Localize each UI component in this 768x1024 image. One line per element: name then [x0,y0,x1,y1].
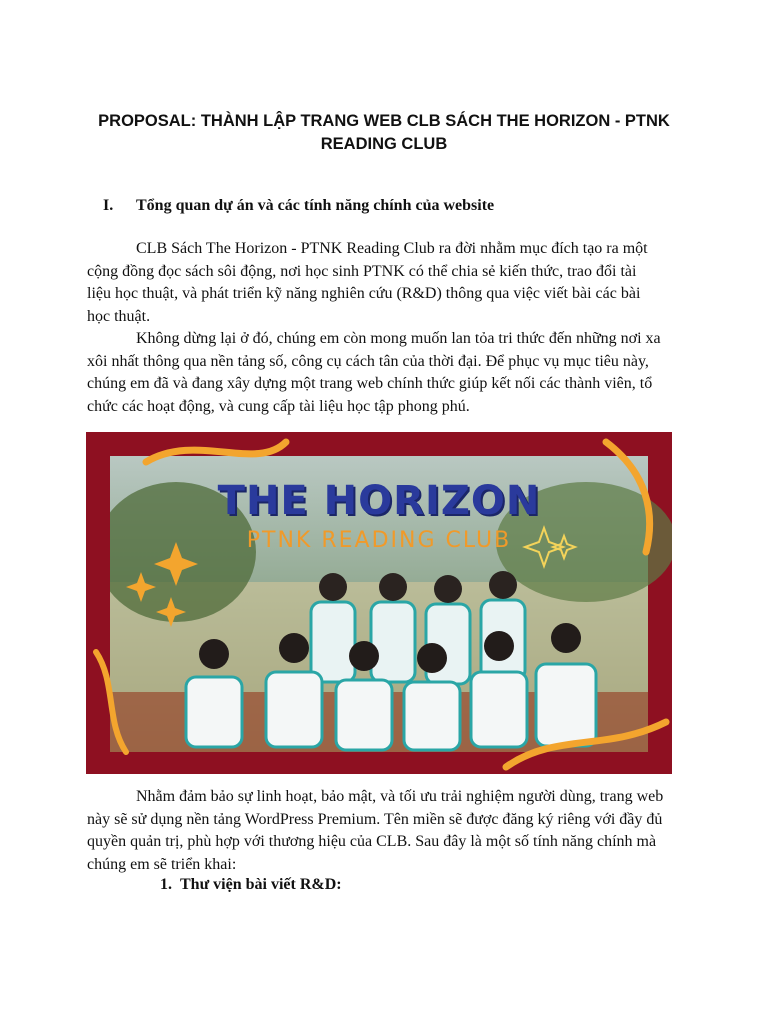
banner-title: THE HORIZON [217,478,541,524]
paragraph-line: chúng em đã và đang xây dựng một trang web chính thức giúp kết nối các thành viên, tổ [87,375,653,392]
title-line-1: PROPOSAL: THÀNH LẬP TRANG WEB CLB SÁCH THE HORIZON - PTNK [98,112,670,130]
section-title: Tổng quan dự án và các tính năng chính của website [136,197,495,214]
paragraph-platform [87,786,683,876]
paragraph-line: chức các hoạt động, và cung cấp tài liệu học tập phong phú. [87,397,470,415]
section-number: I. [103,197,114,214]
paragraph-line: liệu học thuật, và phát triển kỹ năng nghiên cứu (R&D) thông qua việc viết bài các bài [87,285,641,302]
paragraph-goal [87,328,683,418]
paragraph-line: học thuật. [87,307,151,325]
document-title [60,110,708,156]
paragraph-line: này sẽ sử dụng nền tảng WordPress Premium. Tên miền sẽ được đăng ký riêng với đầy đủ [87,810,663,828]
subsection-heading-1 [160,875,342,895]
section-heading-1 [103,196,494,216]
title-line-2: READING CLUB [320,135,448,153]
paragraph-intro [87,238,683,328]
paragraph-line: Không dừng lại ở đó, chúng em còn mong muốn lan tỏa tri thức đến những nơi xa [136,330,661,347]
paragraph-line: cộng đồng đọc sách sôi động, nơi học sinh PTNK có thể chia sẻ kiến thức, trao đổi tài [87,262,637,280]
paragraph-line: quyền quản trị, phù hợp với thương hiệu của CLB. Sau đây là một số tính năng chính mà [87,833,657,850]
paragraph-line: chúng em sẽ triển khai: [87,855,237,873]
subsection-number: 1. [160,876,172,893]
paragraph-line: Nhằm đảm bảo sự linh hoạt, bảo mật, và tối ưu trải nghiệm người dùng, trang web [136,788,664,805]
club-banner-image [86,432,672,774]
paragraph-line: xôi nhất thông qua nền tảng số, công cụ cách tân của thời đại. Để phục vụ mục tiêu này, [87,352,649,370]
subsection-title: Thư viện bài viết R&D: [180,876,342,893]
banner-subtitle: PTNK READING CLUB [246,528,512,553]
paragraph-line: CLB Sách The Horizon - PTNK Reading Club ra đời nhằm mục đích tạo ra một [136,240,648,257]
